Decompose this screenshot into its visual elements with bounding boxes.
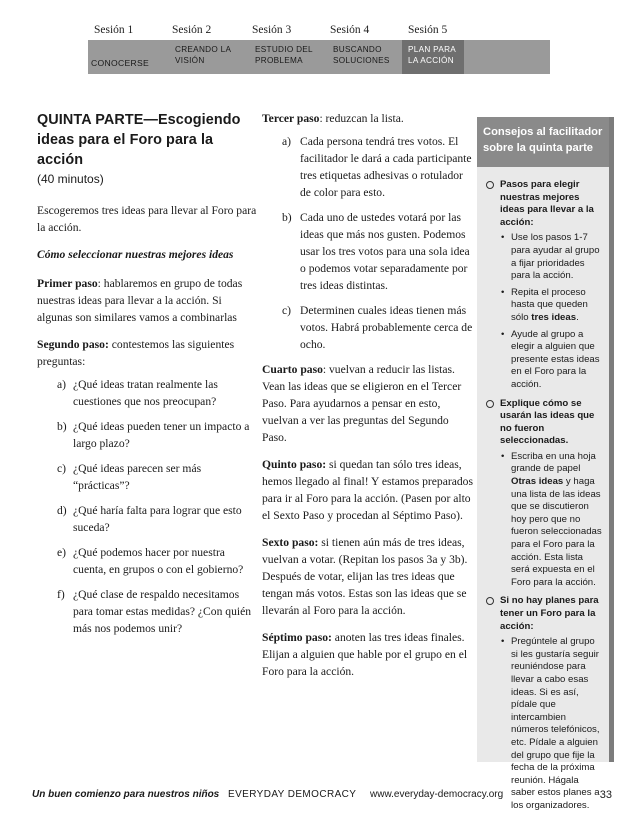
list-item <box>37 586 259 637</box>
session-progress-bar <box>88 24 550 76</box>
session-1-label: Sesión 1 <box>94 24 134 36</box>
tip-bullets <box>500 636 603 812</box>
list-item <box>37 376 259 410</box>
item-text: ¿Qué podemos hacer por nuestra cuenta, en grupos o con el gobierno? <box>73 546 244 576</box>
step-3-label: Tercer paso <box>262 112 320 125</box>
step-1 <box>37 275 259 326</box>
tip-choose-ideas <box>485 179 603 392</box>
step-3-list <box>262 133 474 353</box>
list-item <box>37 460 259 494</box>
step-5-label: Quinto paso: <box>262 458 327 471</box>
session-5-label: Sesión 5 <box>408 24 448 36</box>
step-4-label: Cuarto paso <box>262 363 323 376</box>
step-5 <box>262 456 474 524</box>
list-item: • Pregúntele al grupo si les gustaría seguir reuniéndose para llevar a cabo esas ideas. Si es así, pídale que intercambien números telefónicos, etc. Pídale a alguien del grupo que fije la fecha de la próxima reunión. Hágala saber estos planes a los organizadores. <box>500 636 603 812</box>
bullet-text-end: . <box>576 311 579 323</box>
bullet-text: Repita el proceso hasta que queden sólo <box>511 286 588 323</box>
item-letter: c) <box>282 304 292 317</box>
tip-bullets <box>500 451 603 590</box>
item-text: ¿Qué ideas tratan realmente las cuestiones que nos preocupan? <box>73 378 218 408</box>
session-5-title: PLAN PARA LA ACCIÓN <box>402 40 464 74</box>
item-letter: f) <box>57 588 65 601</box>
tip-other-ideas <box>485 398 603 590</box>
list-item <box>37 418 259 452</box>
sidebar-heading: Consejos al facilitador sobre la quinta parte <box>477 117 609 167</box>
list-item <box>500 287 603 325</box>
bullet-text: Escriba en una hoja grande de papel <box>511 450 596 475</box>
left-column <box>37 110 259 645</box>
item-letter: a) <box>282 135 292 148</box>
list-item <box>262 133 474 201</box>
bullet-text-end: y haga una lista de las ideas que se discutieron hoy pero que no fueron seleccionadas para el Foro para la acción. Esta lista será expuesta en el Foro para la acción. <box>511 476 602 588</box>
item-letter: b) <box>282 211 292 224</box>
page-number: 33 <box>599 789 612 801</box>
question-list <box>37 376 259 637</box>
tip-no-forum <box>485 595 603 812</box>
item-text: Determinen cuales ideas tienen más votos. Habrá probablemente cerca de ocho. <box>300 304 473 351</box>
step-1-text: : hablaremos en grupo de todas nuestras ideas para llevar a la acción. Si algunas son similares vamos a combinarlas <box>37 277 243 324</box>
step-2 <box>37 336 259 370</box>
footer-website-link[interactable]: www.everyday-democracy.org <box>370 789 504 800</box>
step-6-label: Sexto paso: <box>262 536 319 549</box>
item-text: Cada persona tendrá tres votos. El facilitador le dará a cada participante tres etiquetas adhesivas o rotulador de color para esto. <box>300 135 472 199</box>
step-1-label: Primer paso <box>37 277 98 290</box>
item-text: ¿Qué ideas parecen ser más “prácticas”? <box>73 462 202 492</box>
bullet-bold-text: Otras ideas <box>511 476 564 488</box>
step-6 <box>262 534 474 619</box>
list-item <box>262 302 474 353</box>
session-3-title: ESTUDIO DEL PROBLEMA <box>255 45 313 65</box>
item-text: ¿Qué ideas pueden tener un impacto a largo plazo? <box>73 420 250 450</box>
item-letter: c) <box>57 462 67 475</box>
item-letter: a) <box>57 378 67 391</box>
session-3-label: Sesión 3 <box>252 24 292 36</box>
circle-bullet-icon <box>486 400 494 408</box>
bullet-bold-text: tres ideas <box>531 311 577 323</box>
item-text: Cada uno de ustedes votará por las ideas que más nos gusten. Podemos usar los tres votos para una sola idea o podemos votar separadamente por tres ideas distintas. <box>300 211 470 292</box>
list-item <box>262 209 474 294</box>
item-text: ¿Qué haría falta para lograr que esto suceda? <box>73 504 242 534</box>
list-item <box>37 502 259 536</box>
step-2-text: contestemos las siguientes preguntas: <box>37 338 235 368</box>
item-letter: d) <box>57 504 67 517</box>
step-4-text: : vuelvan a reducir las listas. Vean las ideas que se eligieron en el Tercer Paso. Para ayudarnos a pensar en esto, vuelvan a ver las preguntas del Segundo Paso. <box>262 363 462 444</box>
step-4 <box>262 361 474 446</box>
list-item <box>37 544 259 578</box>
session-4-label: Sesión 4 <box>330 24 370 36</box>
list-item: • Use los pasos 1-7 para ayudar al grupo a fijar prioridades para la acción. <box>500 232 603 282</box>
selection-heading: Cómo seleccionar nuestras mejores ideas <box>37 248 234 261</box>
item-text: ¿Qué clase de respaldo necesitamos para tomar estas medidas? ¿Con quién más nos podemos unir? <box>73 588 252 635</box>
tip-title: Pasos para elegir nuestras mejores ideas para llevar a la acción: <box>500 179 594 228</box>
step-6-text: si tienen aún más de tres ideas, vuelvan a votar. (Repitan los pasos 3a y 3b). Después de votar, elijan las tres ideas que tengan más votos. Estas son las ideas que se llevarán al Foro para la acción. <box>262 536 468 617</box>
step-7-label: Séptimo paso: <box>262 631 332 644</box>
step-5-text: si quedan tan sólo tres ideas, hemos llegado al final! Y estamos preparados para ir al Foro para la acción. (Pasen por alto el Sexto Paso y procedan al Séptimo Paso). <box>262 458 473 522</box>
section-title: QUINTA PARTE—Escogiendo ideas para el Foro para la acción <box>37 112 241 168</box>
session-4-title: BUSCANDO SOLUCIONES <box>333 45 390 65</box>
step-2-label: Segundo paso: <box>37 338 109 351</box>
page-footer <box>32 789 612 803</box>
step-7-text: anoten las tres ideas finales. Elijan a alguien que hable por el grupo en el Foro para la acción. <box>262 631 468 678</box>
footer-guide-title: Un buen comienzo para nuestros niños <box>32 789 220 800</box>
tip-title: Explique cómo se usarán las ideas que no fueron seleccionadas. <box>500 397 595 447</box>
item-letter: e) <box>57 546 67 559</box>
item-letter: b) <box>57 420 67 433</box>
section-duration: (40 minutos) <box>37 172 104 186</box>
tip-title: Si no hay planes para tener un Foro para la acción: <box>500 595 599 632</box>
list-item <box>500 451 603 590</box>
session-1-title: CONOCERSE <box>88 40 164 74</box>
step-7 <box>262 629 474 680</box>
tip-bullets <box>500 232 603 391</box>
circle-bullet-icon <box>486 181 494 189</box>
intro-paragraph: Escogeremos tres ideas para llevar al Foro para la acción. <box>37 204 257 234</box>
step-3 <box>262 110 474 127</box>
middle-column <box>262 110 474 690</box>
circle-bullet-icon <box>486 597 494 605</box>
step-3-text: : reduzcan la lista. <box>319 112 404 125</box>
list-item: • Ayude al grupo a elegir a alguien que presente estas ideas en el Foro para la acción. <box>500 329 603 392</box>
sidebar-body <box>477 167 609 813</box>
session-2-label: Sesión 2 <box>172 24 212 36</box>
footer-organization: EVERYDAY DEMOCRACY <box>228 789 357 800</box>
session-2-title: CREANDO LA VISIÓN <box>175 45 231 65</box>
